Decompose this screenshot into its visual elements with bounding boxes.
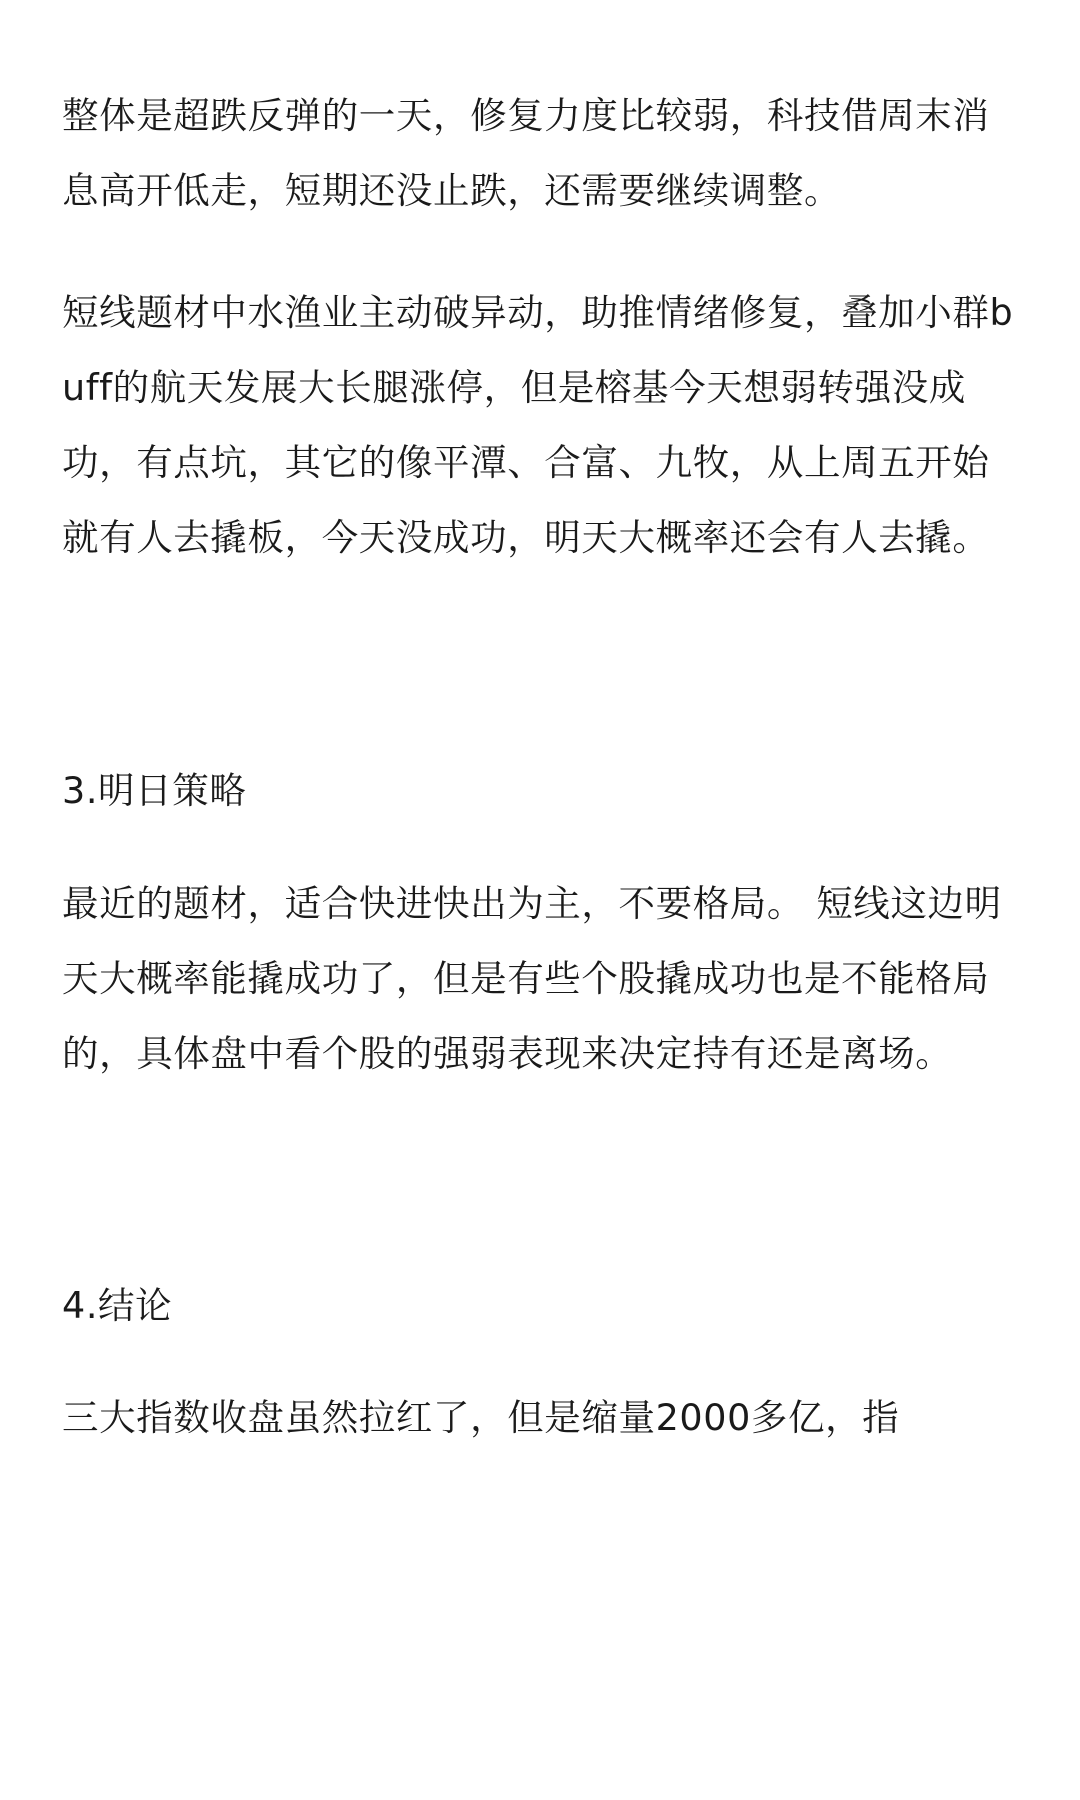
paragraph-conclusion: 三大指数收盘虽然拉红了，但是缩量2000多亿，指 (62, 1396, 900, 1439)
paragraph-short-term-themes: 短线题材中水渔业主动破异动，助推情绪修复，叠加小群buff的航天发展大长腿涨停，但是榕基今天想弱转强没成功，有点坑，其它的像平潭、合富、九牧，从上周五开始就有人去撬板，今天没成功，明天大概率还会有人去撬。 (62, 291, 1014, 559)
section-heading-conclusion: 4.结论 (62, 1284, 173, 1327)
paragraph-strategy: 最近的题材，适合快进快出为主，不要格局。 短线这边明天大概率能撬成功了，但是有些个股撬成功也是不能格局的，具体盘中看个股的强弱表现来决定持有还是离场。 (62, 882, 1002, 1075)
paragraph-market-overview: 整体是超跌反弹的一天，修复力度比较弱，科技借周末消息高开低走，短期还没止跌，还需要继续调整。 (62, 94, 990, 212)
article-body (62, 78, 1022, 1455)
section-heading-strategy: 3.明日策略 (62, 769, 247, 812)
